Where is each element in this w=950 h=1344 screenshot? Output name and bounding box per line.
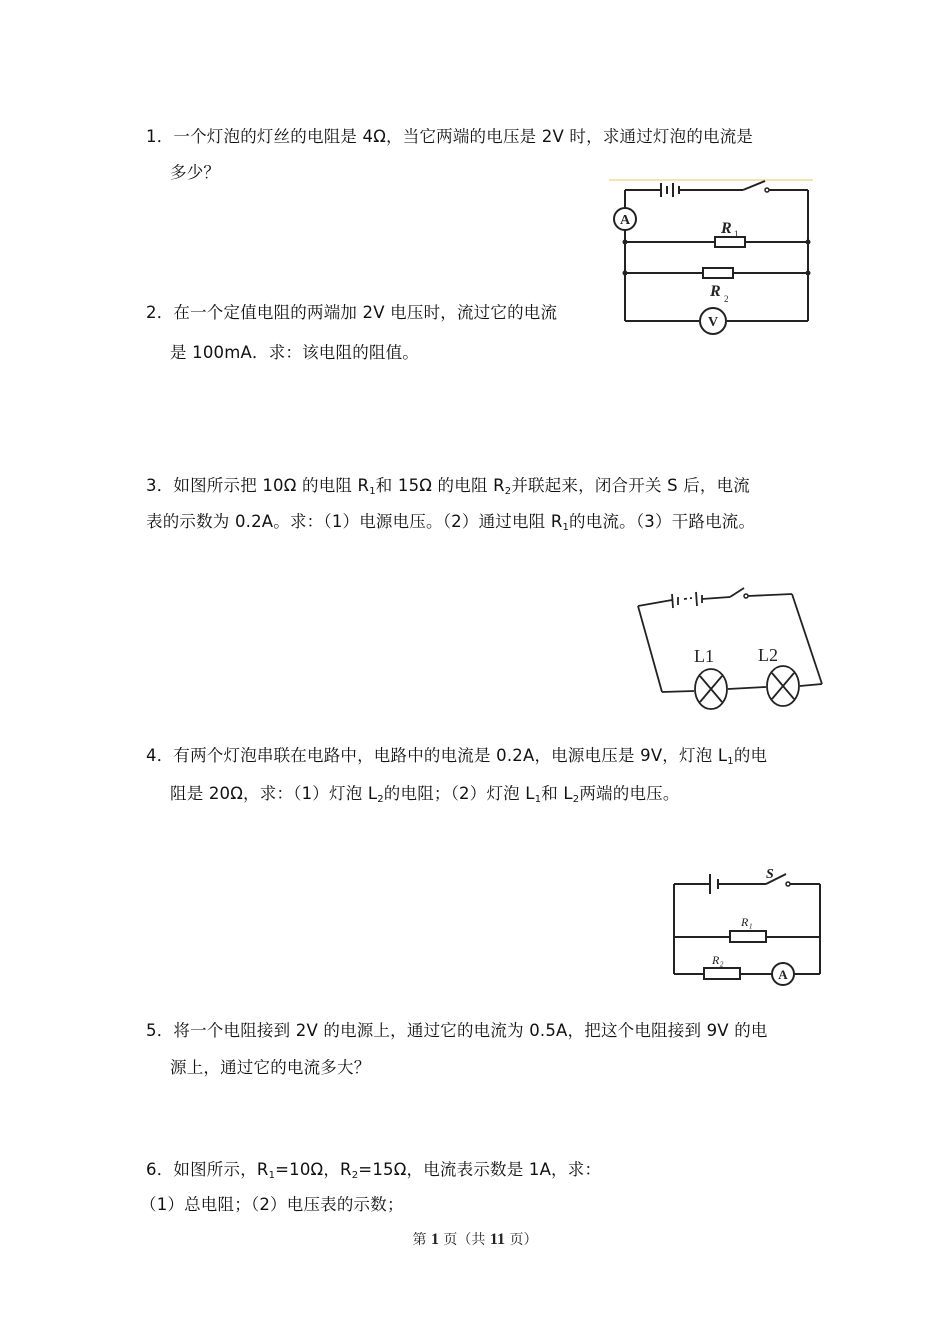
question-5-line-1: 5．将一个电阻接到 2V 的电源上，通过它的电流为 0.5A，把这个电阻接到 9V 的电 — [146, 1021, 768, 1040]
question-2-line-2: 是 100mA．求：该电阻的阻值。 — [170, 343, 419, 362]
r1-label: R₁ — [741, 915, 753, 929]
r2-label: R₂ — [712, 953, 724, 967]
page-total: 11 — [489, 1231, 506, 1248]
question-5-line-2: 源上，通过它的电流多大？ — [170, 1058, 371, 1077]
switch-s-label: S — [766, 867, 774, 882]
question-6-line-1: 6．如图所示，$R_1=10\Omega$，$R_2=15\Omega$，电流表示数是 1A，求： — [146, 1160, 602, 1181]
r1-subscript: 1 — [734, 229, 739, 239]
figure-2-circuit — [632, 586, 827, 714]
question-3-line-2: 表的示数为 0.2A。求：（1）电源电压。（2）通过电阻 $R_1$的电流。（3）干路电流。 — [146, 512, 756, 533]
figure-3-circuit — [668, 864, 826, 982]
r2-subscript: 2 — [724, 294, 729, 304]
figure-1-circuit — [605, 176, 815, 338]
question-3-line-1: 3．如图所示把 10Ω 的电阻 $R_1$和 15Ω 的电阻 $R_2$并联起来，闭合开关 S 后，电流 — [146, 476, 751, 497]
question-1-line-2: 多少？ — [170, 163, 221, 182]
ammeter-label: A — [778, 967, 788, 982]
ammeter-label: A — [619, 213, 631, 228]
page-number: 1 — [430, 1231, 439, 1248]
voltmeter-label: V — [707, 315, 719, 330]
lamp-l2-label: L2 — [758, 645, 778, 665]
lamp-l1-label: L1 — [694, 646, 714, 666]
r2-label: R — [710, 283, 721, 300]
question-6-line-2: （1）总电阻；（2）电压表的示数； — [140, 1195, 404, 1214]
page-footer: 第 1 页（共 11 页） — [412, 1231, 538, 1248]
question-1-line-1: 1．一个灯泡的灯丝的电阻是 4Ω，当它两端的电压是 2V 时，求通过灯泡的电流是 — [146, 127, 754, 146]
question-4-line-1: 4．有两个灯泡串联在电路中，电路中的电流是 0.2A，电源电压是 9V，灯泡 $L_1$的电 — [146, 746, 768, 767]
question-2-line-1: 2．在一个定值电阻的两端加 2V 电压时，流过它的电流 — [146, 303, 558, 322]
question-4-line-2: 阻是 20Ω，求：（1）灯泡 $L_2$的电阻；（2）灯泡 $L_1$和 $L_2$两端的电压。 — [170, 784, 680, 805]
r1-label: R — [721, 220, 732, 237]
